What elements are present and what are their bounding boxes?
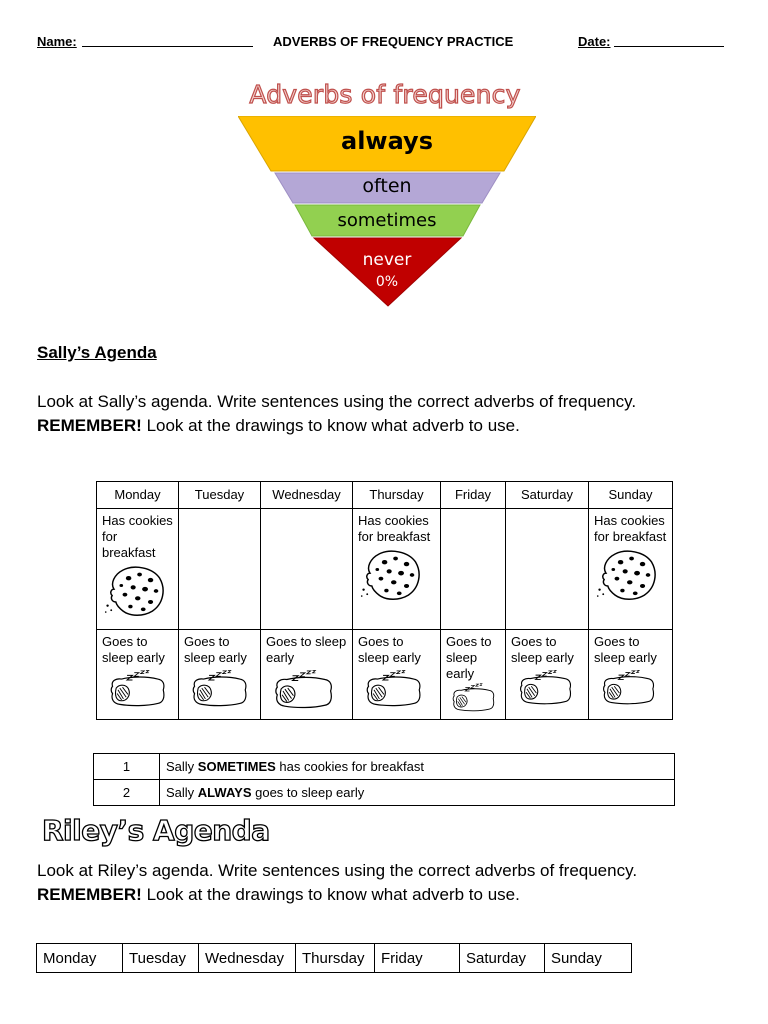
sleeping-pillow-icon xyxy=(106,670,168,708)
riley-remember-label: REMEMBER! xyxy=(37,885,142,904)
answer-sentence[interactable] xyxy=(160,780,675,806)
answer-row xyxy=(94,754,675,780)
agenda-cell xyxy=(441,509,506,630)
day-header: Wednesday xyxy=(261,482,353,509)
worksheet-title: ADVERBS OF FREQUENCY PRACTICE xyxy=(273,34,514,49)
answer-sentence[interactable] xyxy=(160,754,675,780)
riley-agenda-table xyxy=(36,943,632,973)
name-label: Name: xyxy=(37,34,77,49)
day-header: Thursday xyxy=(296,944,375,973)
sleeping-pillow-icon xyxy=(598,670,658,706)
agenda-cell xyxy=(261,509,353,630)
activity-text: Goes to sleep early xyxy=(446,634,492,681)
sleeping-pillow-icon xyxy=(515,670,575,706)
agenda-cell xyxy=(353,630,441,720)
agenda-cell xyxy=(179,509,261,630)
riley-days-row xyxy=(37,944,632,973)
answer-post: goes to sleep early xyxy=(251,785,365,800)
riley-remember-text: Look at the drawings to know what adverb to use. xyxy=(141,885,520,904)
name-blank-line[interactable] xyxy=(82,46,253,47)
day-header: Monday xyxy=(37,944,123,973)
day-header: Friday xyxy=(441,482,506,509)
riley-instruction-text: Look at Riley’s agenda. Write sentences using the correct adverbs of frequency. xyxy=(37,861,638,880)
answer-number: 2 xyxy=(94,780,160,806)
agenda-cell xyxy=(506,509,589,630)
sally-cookies-row xyxy=(97,509,673,630)
activity-text: Goes to sleep early xyxy=(184,634,247,665)
activity-text: Goes to sleep early xyxy=(511,634,574,665)
sleeping-pillow-icon xyxy=(188,670,250,708)
sally-remember-line xyxy=(37,414,757,438)
answer-post: has cookies for breakfast xyxy=(275,759,424,774)
day-header: Tuesday xyxy=(123,944,199,973)
activity-text: Has cookies for breakfast xyxy=(594,513,667,544)
sally-remember-text: Look at the drawings to know what adverb to use. xyxy=(141,416,520,435)
answer-number: 1 xyxy=(94,754,160,780)
answer-row xyxy=(94,780,675,806)
agenda-cell xyxy=(97,630,179,720)
sleeping-pillow-icon xyxy=(450,683,496,713)
agenda-cell xyxy=(506,630,589,720)
cookie-icon xyxy=(103,565,167,617)
day-header: Friday xyxy=(375,944,460,973)
day-header: Thursday xyxy=(353,482,441,509)
pyramid-level-never xyxy=(314,238,461,306)
agenda-cell xyxy=(441,630,506,720)
activity-text: Goes to sleep early xyxy=(266,634,347,665)
activity-text: Has cookies for breakfast xyxy=(102,513,173,560)
sally-answers-table xyxy=(93,753,675,806)
riley-agenda-title: Riley’s Agenda xyxy=(42,814,270,847)
answer-pre: Sally xyxy=(166,785,198,800)
day-header: Sunday xyxy=(545,944,632,973)
day-header: Saturday xyxy=(460,944,545,973)
answer-adverb: SOMETIMES xyxy=(197,759,276,774)
activity-text: Goes to sleep early xyxy=(594,634,657,665)
sally-instruction-text: Look at Sally’s agenda. Write sentences using the correct adverbs of frequency. xyxy=(37,392,637,411)
pyramid-label-sometimes: sometimes xyxy=(337,210,437,231)
cookie-icon xyxy=(359,549,423,601)
sally-instructions xyxy=(37,390,757,438)
sally-agenda-title: Sally’s Agenda xyxy=(37,343,157,362)
pyramid-label-zero-percent: 0% xyxy=(375,274,399,290)
sally-agenda-table xyxy=(96,481,673,720)
agenda-cell xyxy=(261,630,353,720)
sleeping-pillow-icon xyxy=(362,670,424,708)
answer-adverb: ALWAYS xyxy=(197,785,252,800)
date-label: Date: xyxy=(578,34,611,49)
day-header: Wednesday xyxy=(199,944,296,973)
frequency-pyramid xyxy=(238,116,536,308)
agenda-cell xyxy=(589,509,673,630)
day-header: Saturday xyxy=(506,482,589,509)
answer-pre: Sally xyxy=(166,759,198,774)
pyramid-label-always: always xyxy=(341,127,433,155)
day-header: Tuesday xyxy=(179,482,261,509)
activity-text: Goes to sleep early xyxy=(102,634,165,665)
day-header: Sunday xyxy=(589,482,673,509)
sally-remember-label: REMEMBER! xyxy=(37,416,142,435)
pyramid-title: Adverbs of frequency xyxy=(249,80,521,109)
date-blank-line[interactable] xyxy=(614,46,724,47)
activity-text: Has cookies for breakfast xyxy=(358,513,431,544)
agenda-cell xyxy=(97,509,179,630)
riley-remember-line xyxy=(37,883,757,907)
cookie-icon xyxy=(595,549,659,601)
agenda-cell xyxy=(179,630,261,720)
pyramid-label-often: often xyxy=(362,175,412,197)
sally-sleep-row xyxy=(97,630,673,720)
sally-days-row xyxy=(97,482,673,509)
day-header: Monday xyxy=(97,482,179,509)
pyramid-label-never: never xyxy=(362,250,412,270)
agenda-cell xyxy=(353,509,441,630)
sleeping-pillow-icon xyxy=(270,670,336,710)
activity-text: Goes to sleep early xyxy=(358,634,421,665)
riley-instructions xyxy=(37,859,757,907)
agenda-cell xyxy=(589,630,673,720)
